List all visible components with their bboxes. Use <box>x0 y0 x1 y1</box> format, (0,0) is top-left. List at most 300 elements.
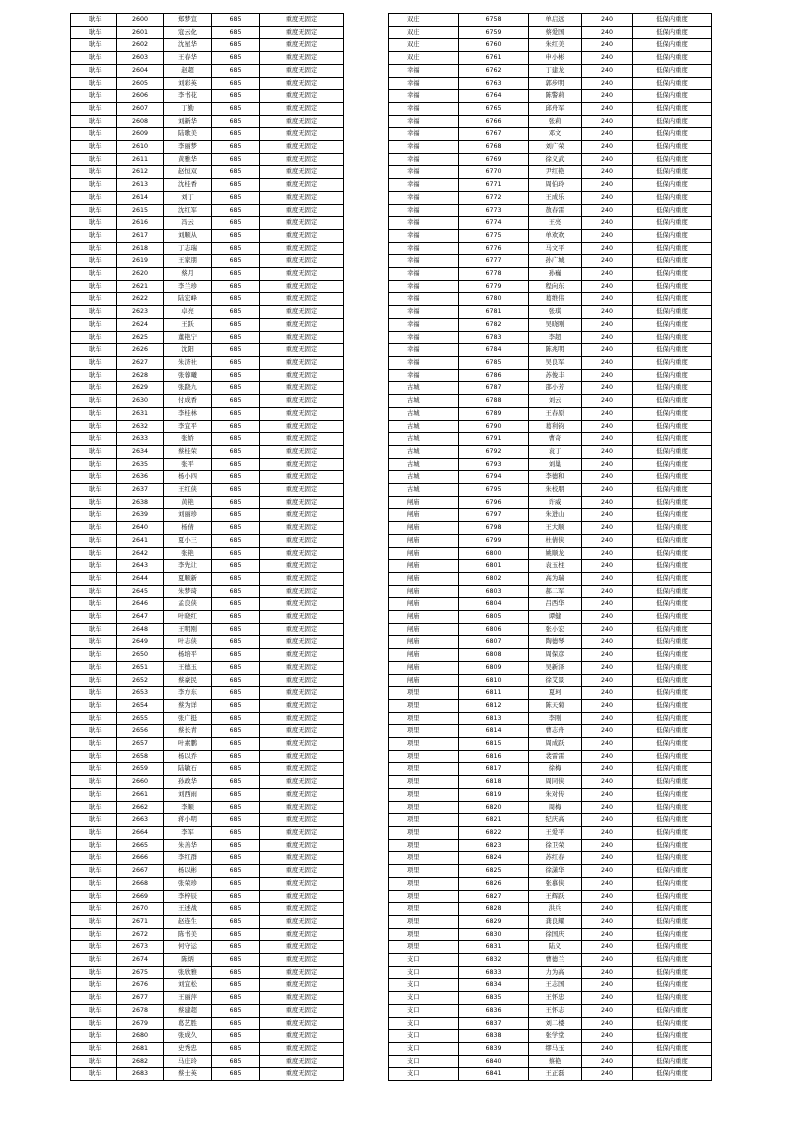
town-cell: 耿车 <box>71 776 117 789</box>
town-cell: 耿车 <box>71 344 117 357</box>
town-cell: 耿车 <box>71 699 117 712</box>
amount-cell: 240 <box>582 52 633 65</box>
serial-cell: 6812 <box>459 699 529 712</box>
serial-cell: 2610 <box>117 141 164 154</box>
category-cell: 重度无固定 <box>260 395 344 408</box>
town-cell: 耿车 <box>71 1017 117 1030</box>
town-cell: 耿车 <box>71 534 117 547</box>
table-row <box>71 598 344 611</box>
category-cell: 重度无固定 <box>260 636 344 649</box>
amount-cell: 240 <box>582 484 633 497</box>
table-row <box>71 572 344 585</box>
name-cell: 沈星华 <box>164 39 212 52</box>
table-row <box>389 52 712 65</box>
town-cell: 耿车 <box>71 890 117 903</box>
town-cell: 幸福 <box>389 153 459 166</box>
table-row <box>389 674 712 687</box>
town-cell: 耿车 <box>71 191 117 204</box>
table-row <box>71 814 344 827</box>
table-row <box>389 890 712 903</box>
table-row <box>389 77 712 90</box>
name-cell: 袁丁 <box>529 445 582 458</box>
amount-cell: 685 <box>212 179 260 192</box>
amount-cell: 685 <box>212 903 260 916</box>
name-cell: 张广挺 <box>164 712 212 725</box>
name-cell: 邱舟军 <box>529 102 582 115</box>
serial-cell: 2621 <box>117 280 164 293</box>
serial-cell: 2611 <box>117 153 164 166</box>
name-cell: 陆宏峰 <box>164 293 212 306</box>
table-row <box>71 699 344 712</box>
serial-cell: 2641 <box>117 534 164 547</box>
table-row <box>389 865 712 878</box>
table-row <box>71 293 344 306</box>
name-cell: 李书花 <box>164 90 212 103</box>
table-row <box>71 356 344 369</box>
table-row <box>71 14 344 27</box>
serial-cell: 2620 <box>117 268 164 281</box>
amount-cell: 240 <box>582 420 633 433</box>
serial-cell: 2609 <box>117 128 164 141</box>
name-cell: 曹志舟 <box>529 725 582 738</box>
name-cell: 王亮 <box>529 217 582 230</box>
serial-cell: 2623 <box>117 306 164 319</box>
name-cell: 吴晓刚 <box>529 318 582 331</box>
serial-cell: 6815 <box>459 738 529 751</box>
amount-cell: 685 <box>212 1017 260 1030</box>
town-cell: 耿车 <box>71 458 117 471</box>
table-row <box>389 166 712 179</box>
town-cell: 幸福 <box>389 179 459 192</box>
serial-cell: 2673 <box>117 941 164 954</box>
serial-cell: 2665 <box>117 839 164 852</box>
amount-cell: 240 <box>582 1042 633 1055</box>
category-cell: 低保内重度 <box>633 166 712 179</box>
name-cell: 姚顺龙 <box>529 547 582 560</box>
serial-cell: 6768 <box>459 141 529 154</box>
name-cell: 刘丽珍 <box>164 509 212 522</box>
serial-cell: 2670 <box>117 903 164 916</box>
serial-cell: 6810 <box>459 674 529 687</box>
category-cell: 低保内重度 <box>633 839 712 852</box>
serial-cell: 6762 <box>459 64 529 77</box>
amount-cell: 685 <box>212 839 260 852</box>
category-cell: 重度无固定 <box>260 763 344 776</box>
town-cell: 耿车 <box>71 382 117 395</box>
table-row <box>71 39 344 52</box>
town-cell: 耿车 <box>71 420 117 433</box>
table-row <box>71 674 344 687</box>
name-cell: 徐艾景 <box>529 674 582 687</box>
category-cell: 低保内重度 <box>633 928 712 941</box>
table-row <box>71 280 344 293</box>
town-cell: 耿车 <box>71 496 117 509</box>
serial-cell: 2645 <box>117 585 164 598</box>
amount-cell: 240 <box>582 928 633 941</box>
serial-cell: 6789 <box>459 407 529 420</box>
amount-cell: 685 <box>212 674 260 687</box>
name-cell: 王红侠 <box>164 484 212 497</box>
town-cell: 耿车 <box>71 356 117 369</box>
category-cell: 低保内重度 <box>633 102 712 115</box>
category-cell: 低保内重度 <box>633 331 712 344</box>
amount-cell: 240 <box>582 572 633 585</box>
serial-cell: 6816 <box>459 750 529 763</box>
serial-cell: 2606 <box>117 90 164 103</box>
table-row <box>389 496 712 509</box>
name-cell: 朱校朋 <box>529 484 582 497</box>
name-cell: 王成乐 <box>529 191 582 204</box>
amount-cell: 240 <box>582 776 633 789</box>
left-table-body <box>71 14 344 1081</box>
name-cell: 张娇 <box>164 433 212 446</box>
name-cell: 李刚 <box>529 712 582 725</box>
serial-cell: 6799 <box>459 534 529 547</box>
amount-cell: 685 <box>212 90 260 103</box>
town-cell: 耿车 <box>71 522 117 535</box>
name-cell: 龚良耀 <box>529 915 582 928</box>
serial-cell: 2653 <box>117 687 164 700</box>
name-cell: 张成久 <box>164 1030 212 1043</box>
amount-cell: 685 <box>212 534 260 547</box>
town-cell: 幸福 <box>389 306 459 319</box>
table-row <box>389 242 712 255</box>
town-cell: 古城 <box>389 433 459 446</box>
table-row <box>389 903 712 916</box>
serial-cell: 2601 <box>117 26 164 39</box>
town-cell: 闸庙 <box>389 661 459 674</box>
table-row <box>389 331 712 344</box>
town-cell: 耿车 <box>71 1004 117 1017</box>
amount-cell: 240 <box>582 90 633 103</box>
table-row <box>71 941 344 954</box>
amount-cell: 240 <box>582 649 633 662</box>
serial-cell: 6823 <box>459 839 529 852</box>
town-cell: 耿车 <box>71 979 117 992</box>
serial-cell: 2669 <box>117 890 164 903</box>
table-row <box>71 255 344 268</box>
serial-cell: 2614 <box>117 191 164 204</box>
amount-cell: 240 <box>582 1068 633 1081</box>
table-row <box>71 306 344 319</box>
name-cell: 史秀忠 <box>164 1042 212 1055</box>
table-row <box>389 217 712 230</box>
serial-cell: 6839 <box>459 1042 529 1055</box>
amount-cell: 685 <box>212 445 260 458</box>
town-cell: 闸庙 <box>389 572 459 585</box>
serial-cell: 2634 <box>117 445 164 458</box>
category-cell: 低保内重度 <box>633 242 712 255</box>
town-cell: 耿车 <box>71 445 117 458</box>
amount-cell: 685 <box>212 852 260 865</box>
category-cell: 低保内重度 <box>633 738 712 751</box>
amount-cell: 240 <box>582 801 633 814</box>
category-cell: 重度无固定 <box>260 661 344 674</box>
name-cell: 丁勤 <box>164 102 212 115</box>
name-cell: 单欢欢 <box>529 229 582 242</box>
serial-cell: 2643 <box>117 560 164 573</box>
name-cell: 黄艳 <box>164 496 212 509</box>
name-cell: 敖春雷 <box>529 204 582 217</box>
name-cell: 蔡桂荣 <box>164 445 212 458</box>
town-cell: 耿车 <box>71 141 117 154</box>
table-row <box>389 712 712 725</box>
town-cell: 耿车 <box>71 661 117 674</box>
name-cell: 郑梦宣 <box>164 14 212 27</box>
town-cell: 耿车 <box>71 750 117 763</box>
town-cell: 幸福 <box>389 268 459 281</box>
table-row <box>71 954 344 967</box>
category-cell: 低保内重度 <box>633 255 712 268</box>
serial-cell: 6787 <box>459 382 529 395</box>
serial-cell: 6829 <box>459 915 529 928</box>
name-cell: 张慕侠 <box>529 877 582 890</box>
amount-cell: 685 <box>212 52 260 65</box>
table-row <box>389 636 712 649</box>
serial-cell: 2661 <box>117 788 164 801</box>
table-row <box>389 280 712 293</box>
town-cell: 耿车 <box>71 763 117 776</box>
amount-cell: 685 <box>212 928 260 941</box>
name-cell: 陈炳 <box>164 954 212 967</box>
serial-cell: 6792 <box>459 445 529 458</box>
category-cell: 重度无固定 <box>260 191 344 204</box>
table-row <box>71 433 344 446</box>
town-cell: 耿车 <box>71 64 117 77</box>
category-cell: 重度无固定 <box>260 509 344 522</box>
table-row <box>71 547 344 560</box>
name-cell: 李德和 <box>529 471 582 484</box>
category-cell: 低保内重度 <box>633 763 712 776</box>
town-cell: 幸福 <box>389 166 459 179</box>
category-cell: 重度无固定 <box>260 674 344 687</box>
category-cell: 低保内重度 <box>633 318 712 331</box>
table-row <box>389 801 712 814</box>
name-cell: 王大顺 <box>529 522 582 535</box>
name-cell: 陈警莉 <box>529 90 582 103</box>
category-cell: 低保内重度 <box>633 128 712 141</box>
amount-cell: 240 <box>582 26 633 39</box>
town-cell: 幸福 <box>389 64 459 77</box>
category-cell: 重度无固定 <box>260 712 344 725</box>
table-row <box>71 522 344 535</box>
category-cell: 低保内重度 <box>633 1017 712 1030</box>
amount-cell: 240 <box>582 356 633 369</box>
amount-cell: 240 <box>582 191 633 204</box>
town-cell: 闸庙 <box>389 636 459 649</box>
name-cell: 郝二军 <box>529 585 582 598</box>
town-cell: 耿车 <box>71 204 117 217</box>
amount-cell: 240 <box>582 738 633 751</box>
table-row <box>71 496 344 509</box>
serial-cell: 6836 <box>459 1004 529 1017</box>
amount-cell: 685 <box>212 954 260 967</box>
amount-cell: 685 <box>212 344 260 357</box>
name-cell: 蔡为详 <box>164 699 212 712</box>
serial-cell: 6785 <box>459 356 529 369</box>
name-cell: 李梓辰 <box>164 890 212 903</box>
table-row <box>71 1017 344 1030</box>
category-cell: 低保内重度 <box>633 572 712 585</box>
category-cell: 重度无固定 <box>260 687 344 700</box>
town-cell: 闸庙 <box>389 585 459 598</box>
category-cell: 低保内重度 <box>633 496 712 509</box>
category-cell: 重度无固定 <box>260 255 344 268</box>
name-cell: 曹德兰 <box>529 954 582 967</box>
amount-cell: 685 <box>212 915 260 928</box>
name-cell: 李先让 <box>164 560 212 573</box>
serial-cell: 2602 <box>117 39 164 52</box>
category-cell: 重度无固定 <box>260 306 344 319</box>
serial-cell: 6814 <box>459 725 529 738</box>
town-cell: 耿车 <box>71 1042 117 1055</box>
table-row <box>389 102 712 115</box>
town-cell: 耿车 <box>71 179 117 192</box>
amount-cell: 685 <box>212 865 260 878</box>
amount-cell: 685 <box>212 890 260 903</box>
amount-cell: 685 <box>212 1004 260 1017</box>
town-cell: 幸福 <box>389 331 459 344</box>
amount-cell: 240 <box>582 890 633 903</box>
category-cell: 低保内重度 <box>633 90 712 103</box>
category-cell: 重度无固定 <box>260 954 344 967</box>
amount-cell: 240 <box>582 382 633 395</box>
town-cell: 耿车 <box>71 90 117 103</box>
table-row <box>71 64 344 77</box>
serial-cell: 2650 <box>117 649 164 662</box>
table-row <box>389 877 712 890</box>
table-row <box>389 585 712 598</box>
town-cell: 耿车 <box>71 928 117 941</box>
name-cell: 赵连生 <box>164 915 212 928</box>
name-cell: 刘二楼 <box>529 1017 582 1030</box>
town-cell: 幸福 <box>389 356 459 369</box>
table-row <box>389 306 712 319</box>
category-cell: 重度无固定 <box>260 280 344 293</box>
name-cell: 夏珂 <box>529 687 582 700</box>
table-row <box>71 77 344 90</box>
amount-cell: 685 <box>212 750 260 763</box>
category-cell: 低保内重度 <box>633 115 712 128</box>
name-cell: 刘云 <box>529 395 582 408</box>
town-cell: 项里 <box>389 712 459 725</box>
category-cell: 低保内重度 <box>633 153 712 166</box>
category-cell: 低保内重度 <box>633 26 712 39</box>
table-row <box>389 433 712 446</box>
town-cell: 项里 <box>389 928 459 941</box>
table-row <box>71 712 344 725</box>
category-cell: 低保内重度 <box>633 369 712 382</box>
category-cell: 低保内重度 <box>633 954 712 967</box>
town-cell: 耿车 <box>71 255 117 268</box>
amount-cell: 240 <box>582 229 633 242</box>
serial-cell: 2660 <box>117 776 164 789</box>
table-row <box>71 865 344 878</box>
amount-cell: 240 <box>582 1004 633 1017</box>
amount-cell: 240 <box>582 814 633 827</box>
serial-cell: 6821 <box>459 814 529 827</box>
town-cell: 耿车 <box>71 14 117 27</box>
serial-cell: 2668 <box>117 877 164 890</box>
table-row <box>71 827 344 840</box>
amount-cell: 240 <box>582 827 633 840</box>
town-cell: 耿车 <box>71 395 117 408</box>
name-cell: 王爱平 <box>529 827 582 840</box>
serial-cell: 2662 <box>117 801 164 814</box>
serial-cell: 6777 <box>459 255 529 268</box>
serial-cell: 6776 <box>459 242 529 255</box>
category-cell: 低保内重度 <box>633 687 712 700</box>
town-cell: 项里 <box>389 801 459 814</box>
category-cell: 重度无固定 <box>260 484 344 497</box>
serial-cell: 6769 <box>459 153 529 166</box>
town-cell: 项里 <box>389 915 459 928</box>
table-row <box>389 382 712 395</box>
town-cell: 项里 <box>389 725 459 738</box>
amount-cell: 240 <box>582 915 633 928</box>
town-cell: 耿车 <box>71 217 117 230</box>
town-cell: 耿车 <box>71 788 117 801</box>
serial-cell: 2612 <box>117 166 164 179</box>
table-row <box>389 229 712 242</box>
name-cell: 洪兵 <box>529 903 582 916</box>
amount-cell: 240 <box>582 560 633 573</box>
amount-cell: 240 <box>582 611 633 624</box>
left-data-table <box>70 13 344 1081</box>
table-row <box>389 534 712 547</box>
town-cell: 古城 <box>389 420 459 433</box>
town-cell: 耿车 <box>71 509 117 522</box>
category-cell: 低保内重度 <box>633 204 712 217</box>
table-row <box>389 26 712 39</box>
category-cell: 低保内重度 <box>633 623 712 636</box>
town-cell: 闸庙 <box>389 560 459 573</box>
category-cell: 重度无固定 <box>260 699 344 712</box>
table-row <box>389 64 712 77</box>
amount-cell: 240 <box>582 458 633 471</box>
table-row <box>389 344 712 357</box>
name-cell: 杨以乔 <box>164 750 212 763</box>
amount-cell: 240 <box>582 636 633 649</box>
category-cell: 重度无固定 <box>260 1004 344 1017</box>
serial-cell: 2605 <box>117 77 164 90</box>
table-row <box>389 915 712 928</box>
name-cell: 徐国庆 <box>529 928 582 941</box>
category-cell: 低保内重度 <box>633 827 712 840</box>
town-cell: 支口 <box>389 1055 459 1068</box>
amount-cell: 685 <box>212 318 260 331</box>
town-cell: 耿车 <box>71 39 117 52</box>
name-cell: 马文平 <box>529 242 582 255</box>
amount-cell: 240 <box>582 750 633 763</box>
category-cell: 重度无固定 <box>260 1017 344 1030</box>
amount-cell: 240 <box>582 39 633 52</box>
amount-cell: 685 <box>212 1055 260 1068</box>
serial-cell: 6833 <box>459 966 529 979</box>
town-cell: 耿车 <box>71 623 117 636</box>
category-cell: 重度无固定 <box>260 293 344 306</box>
town-cell: 项里 <box>389 865 459 878</box>
serial-cell: 6771 <box>459 179 529 192</box>
serial-cell: 2629 <box>117 382 164 395</box>
table-row <box>71 369 344 382</box>
category-cell: 低保内重度 <box>633 611 712 624</box>
name-cell: 裴雷雷 <box>529 750 582 763</box>
category-cell: 低保内重度 <box>633 979 712 992</box>
table-row <box>71 534 344 547</box>
amount-cell: 240 <box>582 496 633 509</box>
serial-cell: 6788 <box>459 395 529 408</box>
